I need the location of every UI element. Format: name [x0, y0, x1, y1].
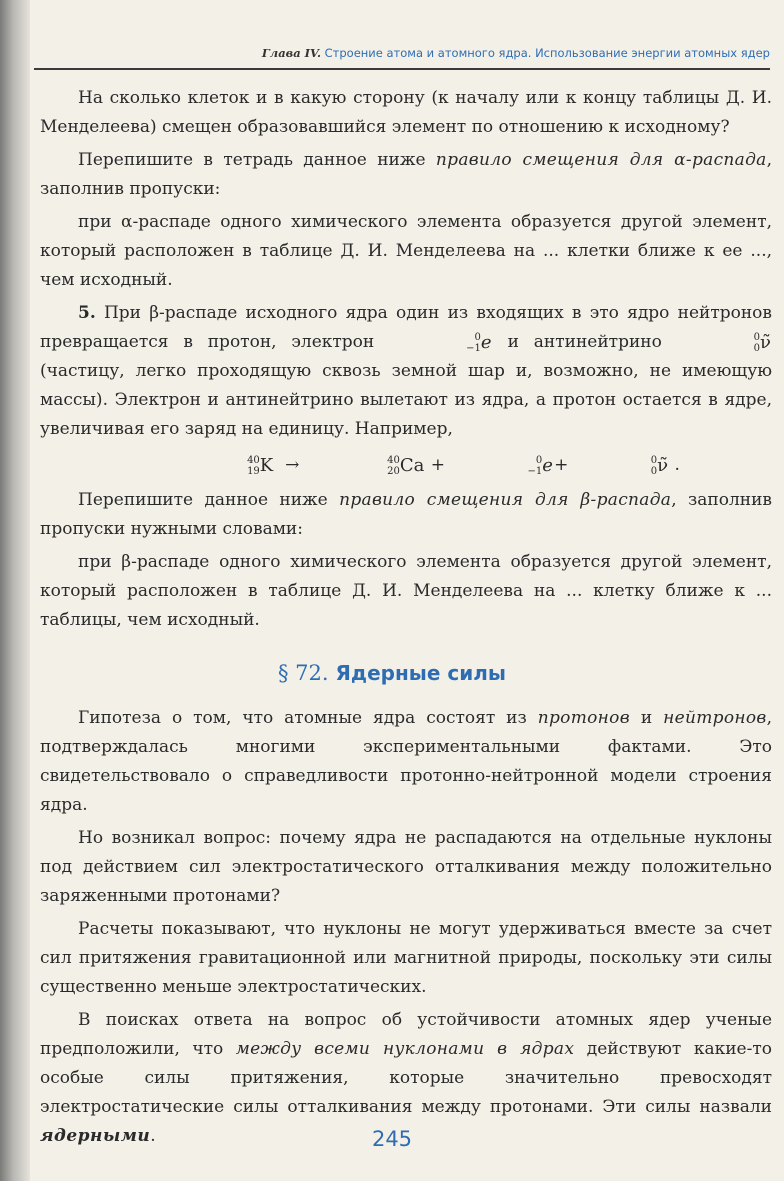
paragraph-text: Но возникал вопрос: почему ядра не распадаются на отдельные нуклоны под действием сил электростатического отталкивания между положительно заряженными протонами?: [40, 828, 772, 906]
section-heading: [0, 661, 784, 685]
paragraph-beta-rule-intro: [40, 486, 772, 544]
mass-number: 0: [535, 454, 543, 466]
paragraph-text: Перепишите в тетрадь данное ниже: [78, 150, 436, 170]
particle-symbol: e: [480, 331, 492, 353]
potassium-isotope: [171, 455, 273, 477]
paragraph-text: и антинейтрино: [492, 332, 677, 352]
beta-decay-formula: [40, 448, 772, 482]
calcium-isotope: [311, 455, 424, 477]
electron-symbol: [390, 332, 492, 354]
paragraph-text: действуют какие-то особые силы притяжения, которые значительно превосходят электростатические силы отталкивания между протонами. Эти силы назвали: [40, 1039, 772, 1117]
reaction-arrow: →: [285, 455, 300, 475]
paragraph-text: При β-распаде исходного ядра один из входящих в это ядро нейтронов превращается в протон, электрон: [40, 303, 772, 352]
charge-number: 0: [753, 342, 761, 354]
mass-number: 0: [474, 331, 481, 343]
section-body: [40, 704, 772, 1155]
electron-symbol: [451, 455, 553, 477]
exercise-number: 5.: [78, 303, 96, 323]
particle-symbol: ν̃: [657, 454, 669, 476]
mass-number: 40: [387, 454, 400, 466]
page-number: 245: [371, 1127, 413, 1151]
paragraph-text: , подтверждалась многими экспериментальными фактами. Это свидетельствовало о справедливости протонно-нейтронной модели строения ядра.: [40, 708, 772, 815]
charge-number: 0: [650, 465, 658, 477]
charge-number: −1: [527, 465, 543, 477]
paragraph-text: Гипотеза о том, что атомные ядра состоят из: [78, 708, 538, 728]
antineutrino-symbol: [575, 455, 668, 477]
antineutrino-symbol: [678, 332, 771, 354]
paragraph-text: (частицу, легко проходящую сквозь земной шар и, возможно, не имеющую массы). Электрон и антинейтрино вылетают из ядра, а протон остается в ядре, увеличивая его заряд на единицу. Например,: [40, 361, 772, 439]
particle-symbol: ν̃: [760, 331, 771, 353]
paragraph-question: [40, 84, 772, 142]
emphasis-alpha-rule: правило смещения для α-распада: [435, 150, 767, 170]
paragraph-text: Перепишите данное ниже: [78, 490, 340, 510]
paragraph-text: при α-распаде одного химического элемента образуется другой элемент, который расположен в таблице Д. И. Менделеева на ... клетки ближе к ее ..., чем исходный.: [40, 212, 772, 290]
paragraph-text: , заполнив пропуски:: [40, 150, 772, 199]
chapter-title: Строение атома и атомного ядра. Использование энергии атомных ядер: [324, 46, 770, 60]
running-header: [34, 46, 770, 70]
paragraph-alpha-rule: [40, 208, 772, 295]
paragraph-text: при β-распаде одного химического элемента образуется другой элемент, который расположен в таблице Д. И. Менделеева на ... клетку ближе к ... таблицы, чем исходный.: [40, 552, 772, 630]
particle-symbol: e: [542, 454, 554, 476]
plus-sign: +: [430, 455, 446, 475]
paragraph-hypothesis: [40, 704, 772, 820]
emphasis-nucleons: между всеми нуклонами в ядрах: [235, 1039, 575, 1059]
charge-number: 20: [387, 465, 400, 477]
paragraph-beta-decay: [40, 299, 772, 444]
paragraph-text: , заполнив пропуски нужными словами:: [40, 490, 772, 539]
mass-number: 0: [650, 454, 658, 466]
paragraph-beta-rule: [40, 548, 772, 635]
paragraph-text: Расчеты показывают, что нуклоны не могут удерживаться вместе за счет сил притяжения гравитационной или магнитной природы, поскольку эти силы существенно меньше электростатических.: [40, 919, 772, 997]
plus-sign: +: [554, 455, 569, 475]
paragraph-text: и: [629, 708, 664, 728]
emphasis-neutrons: нейтронов: [663, 708, 767, 728]
mass-number: 40: [247, 454, 260, 466]
paragraph-text: На сколько клеток и в какую сторону (к началу или к концу таблицы Д. И. Менделеева) смещен образовавшийся элемент по отношению к исходному?: [40, 88, 772, 137]
paragraph-calculations: [40, 915, 772, 1002]
emphasis-protons: протонов: [537, 708, 630, 728]
charge-number: 19: [247, 465, 260, 477]
term-nuclear: ядерными: [40, 1126, 151, 1146]
paragraph-text: В поисках ответа на вопрос об устойчивости атомных ядер ученые предположили, что: [40, 1010, 772, 1059]
section-number: § 72.: [277, 661, 329, 685]
charge-number: −1: [466, 342, 481, 354]
exercise-block: [40, 84, 772, 639]
paragraph-alpha-rule-intro: [40, 146, 772, 204]
formula-period: .: [674, 455, 680, 475]
emphasis-beta-rule: правило смещения для β-распада: [339, 490, 672, 510]
chapter-label: Глава IV.: [261, 46, 321, 60]
paragraph-text: .: [150, 1126, 156, 1146]
element-symbol: K: [259, 454, 274, 476]
paragraph-question-stability: [40, 824, 772, 911]
section-title: Ядерные силы: [335, 661, 506, 685]
element-symbol: Ca: [399, 454, 425, 476]
mass-number: 0: [753, 331, 761, 343]
